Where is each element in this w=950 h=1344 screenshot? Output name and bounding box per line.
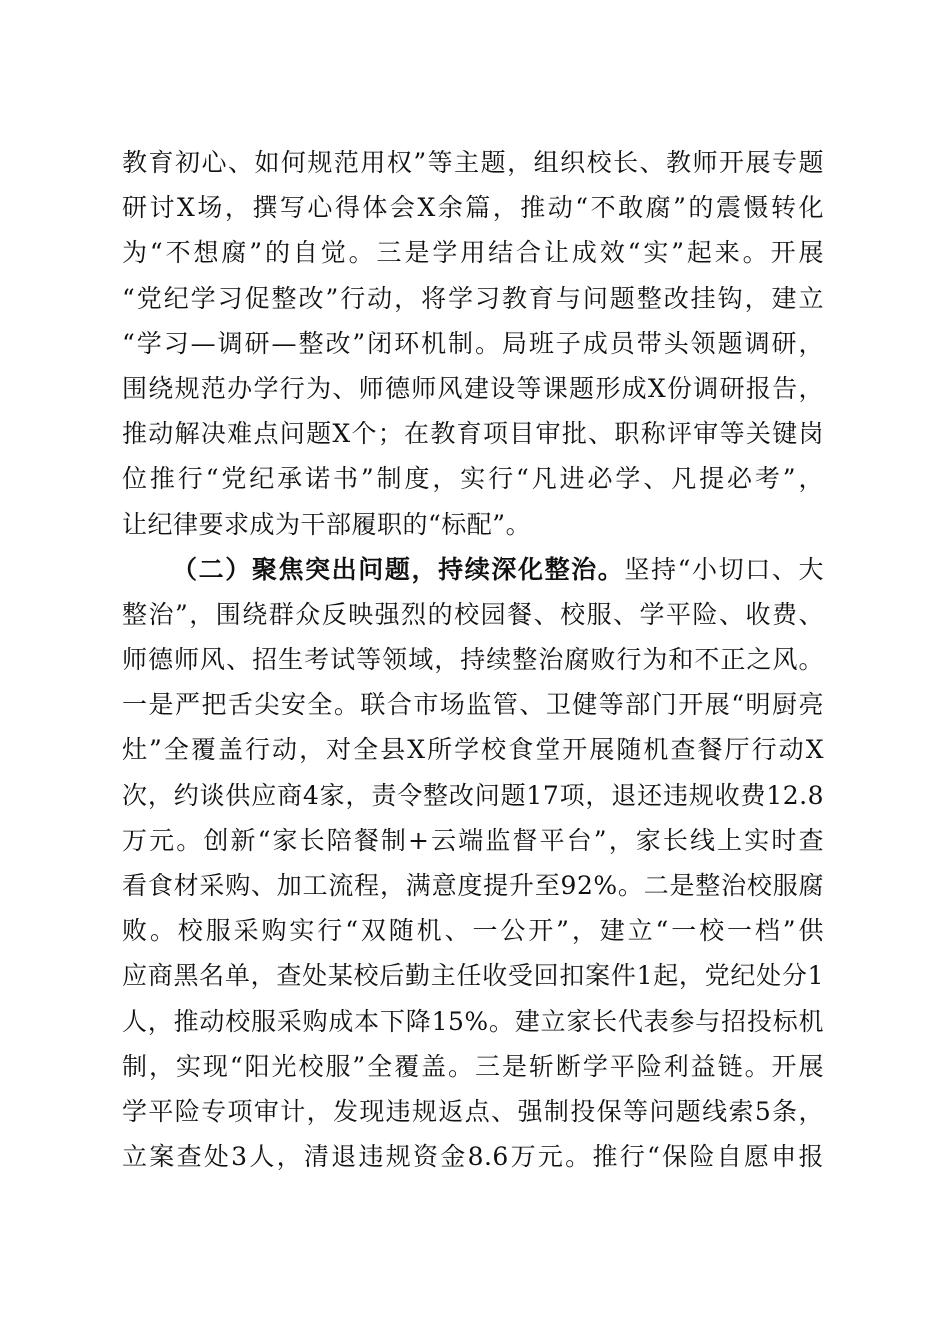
text-line: 人，推动校服采购成本下降15%。建立家长代表参与招投标机	[122, 1006, 824, 1036]
text-line: 败。校服采购实行“双随机、一公开”，建立“一校一档”供	[122, 916, 824, 946]
section-first-line-text: 坚持“小切口、大	[624, 554, 824, 584]
section-paragraph	[122, 547, 824, 1180]
text-line: 为“不想腐”的自觉。三是学用结合让成效“实”起来。开展	[122, 238, 824, 268]
text-line: 一是严把舌尖安全。联合市场监管、卫健等部门开展“明厨亮	[122, 690, 824, 720]
document-body	[122, 140, 824, 1179]
text-line: 教育初心、如何规范用权”等主题，组织校长、教师开展专题	[122, 148, 824, 177]
text-line: 学平险专项审计，发现违规返点、强制投保等问题线索5条，	[122, 1096, 824, 1126]
text-line: 立案查处3人，清退违规资金8.6万元。推行“保险自愿申报	[122, 1142, 824, 1172]
text-line: 看食材采购、加工流程，满意度提升至92%。二是整治校服腐	[122, 871, 824, 900]
text-line: 师德师风、招生考试等领域，持续整治腐败行为和不正之风。	[122, 645, 824, 675]
text-line: 整治”，围绕群众反映强烈的校园餐、校服、学平险、收费、	[122, 599, 824, 629]
text-line: 位推行“党纪承诺书”制度，实行“凡进必学、凡提必考”，	[122, 464, 824, 494]
section-heading: （二）聚焦突出问题，持续深化整治。	[172, 554, 625, 584]
text-line: 围绕规范办学行为、师德师风建设等课题形成X份调研报告，	[122, 373, 824, 403]
text-line: 应商黑名单，查处某校后勤主任收受回扣案件1起，党纪处分1	[122, 961, 824, 991]
section-first-line	[122, 547, 824, 592]
text-line: 推动解决难点问题X个；在教育项目审批、职称评审等关键岗	[122, 419, 824, 449]
text-line: “学习—调研—整改”闭环机制。局班子成员带头领题调研，	[122, 328, 824, 358]
text-line: 让纪律要求成为干部履职的“标配”。	[122, 509, 532, 539]
text-line: 灶”全覆盖行动，对全县X所学校食堂开展随机查餐厅行动X	[122, 735, 824, 765]
text-line: “党纪学习促整改”行动，将学习教育与问题整改挂钩，建立	[122, 283, 824, 313]
text-line: 研讨X场，撰写心得体会X余篇，推动“不敢腐”的震慑转化	[122, 193, 824, 223]
paragraph-continuation	[122, 140, 824, 547]
text-line: 次，约谈供应商4家，责令整改问题17项，退还违规收费12.8	[122, 780, 824, 810]
text-line: 制，实现“阳光校服”全覆盖。三是斩断学平险利益链。开展	[122, 1051, 824, 1081]
text-line: 万元。创新“家长陪餐制+云端监督平台”，家长线上实时查	[122, 825, 824, 855]
